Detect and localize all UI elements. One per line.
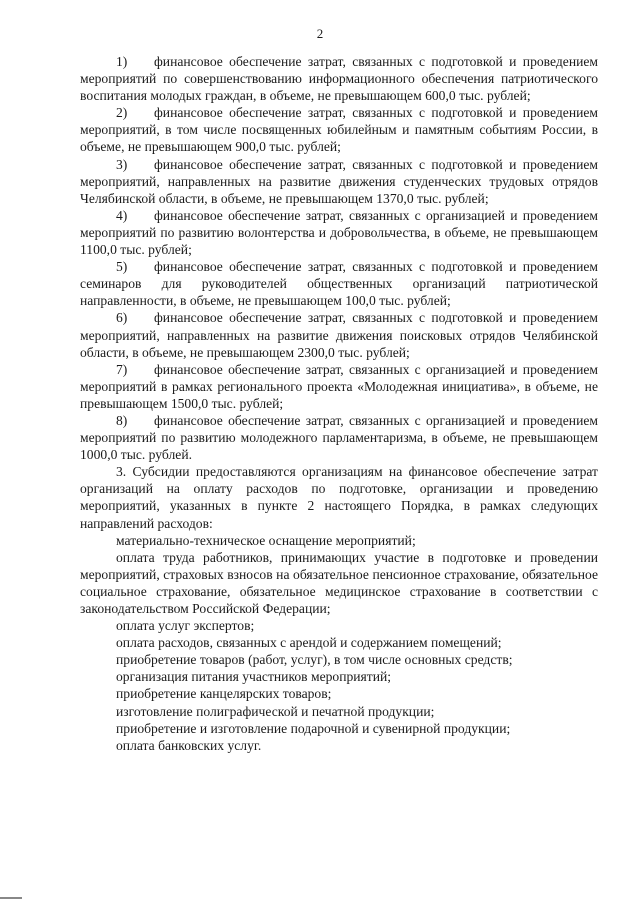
item-text: финансовое обеспечение затрат, связанных с подготовкой и проведением мероприятий, направленных на развитие движения поисковых отрядов Челябинской области, в объеме, не превышающем 2300,0 тыс. рублей; bbox=[80, 310, 598, 360]
expense-line: организация питания участников мероприятий; bbox=[116, 669, 392, 685]
list-item bbox=[80, 53, 598, 104]
item-text: финансовое обеспечение затрат, связанных с организацией и проведением мероприятий в рамках регионального проекта «Молодежная инициатива», в объеме, не превышающем 1500,0 тыс. рублей; bbox=[80, 361, 598, 411]
item-text: финансовое обеспечение затрат, связанных с подготовкой и проведением мероприятий, в том числе посвященных юбилейным и памятным событиям России, в объеме, не превышающем 900,0 тыс. рублей; bbox=[80, 105, 598, 155]
expense-line: приобретение и изготовление подарочной и сувенирной продукции; bbox=[116, 720, 511, 736]
item-number: 1) bbox=[116, 54, 128, 69]
item-number: 5) bbox=[116, 259, 128, 275]
item-number: 3) bbox=[116, 156, 128, 172]
list-item bbox=[80, 207, 598, 258]
item-number: 2) bbox=[116, 105, 128, 121]
item-number: 8) bbox=[116, 412, 128, 428]
list-item bbox=[80, 309, 598, 360]
expense-line: оплата банковских услуг. bbox=[116, 737, 262, 753]
section-3-intro: 3. Субсидии предоставляются организациям на финансовое обеспечение затрат организаций на оплату расходов по подготовке, организации и проведению мероприятий, указанных в пункте 2 настоящего Порядка, в рамках следующих направлений расходов: bbox=[80, 464, 598, 531]
list-item bbox=[80, 412, 598, 463]
list-item bbox=[80, 104, 598, 155]
item-text: финансовое обеспечение затрат, связанных с подготовкой и проведением мероприятий, направленных на развитие движения студенческих трудовых отрядов Челябинской области, в объеме, не превышающем 1370,0 тыс. рублей; bbox=[80, 156, 598, 206]
expense-line: изготовление полиграфической и печатной продукции; bbox=[116, 703, 435, 719]
list-item bbox=[80, 361, 598, 412]
expense-line: оплата услуг экспертов; bbox=[116, 618, 255, 634]
expense-line: оплата расходов, связанных с арендой и содержанием помещений; bbox=[116, 635, 502, 651]
expense-line: приобретение канцелярских товаров; bbox=[116, 686, 332, 702]
item-number: 4) bbox=[116, 207, 128, 223]
document-body bbox=[80, 53, 598, 754]
list-item bbox=[80, 258, 598, 309]
scan-edge-mark bbox=[0, 897, 22, 899]
item-text: финансовое обеспечение затрат, связанных с организацией и проведением мероприятий по развитию волонтерства и добровольчества, в объеме, не превышающем 1100,0 тыс. рублей; bbox=[80, 207, 598, 258]
expense-line: материально-техническое оснащение мероприятий; bbox=[116, 532, 416, 548]
expense-line: приобретение товаров (работ, услуг), в том числе основных средств; bbox=[116, 652, 513, 668]
expense-line: оплата труда работников, принимающих участие в подготовке и проведении мероприятий, страховых взносов на обязательное пенсионное страхование, обязательное социальное страхование, обязательное медицинское страхование в соответствии с законодательством Российской Федерации; bbox=[80, 549, 598, 616]
item-text: финансовое обеспечение затрат, связанных с подготовкой и проведением семинаров для руководителей общественных организаций патриотической направленности, в объеме, не превышающем 100,0 тыс. рублей; bbox=[80, 259, 598, 309]
item-text: финансовое обеспечение затрат, связанных с подготовкой и проведением мероприятий по совершенствованию информационного обеспечения патриотического воспитания молодых граждан, в объеме, не превышающем 600,0 тыс. рублей; bbox=[80, 54, 598, 104]
item-number: 7) bbox=[116, 361, 128, 377]
page-number: 2 bbox=[316, 26, 324, 41]
item-text: финансовое обеспечение затрат, связанных с организацией и проведением мероприятий по развитию молодежного парламентаризма, в объеме, не превышающем 1000,0 тыс. рублей. bbox=[80, 412, 598, 463]
list-item bbox=[80, 156, 598, 207]
item-number: 6) bbox=[116, 310, 128, 326]
